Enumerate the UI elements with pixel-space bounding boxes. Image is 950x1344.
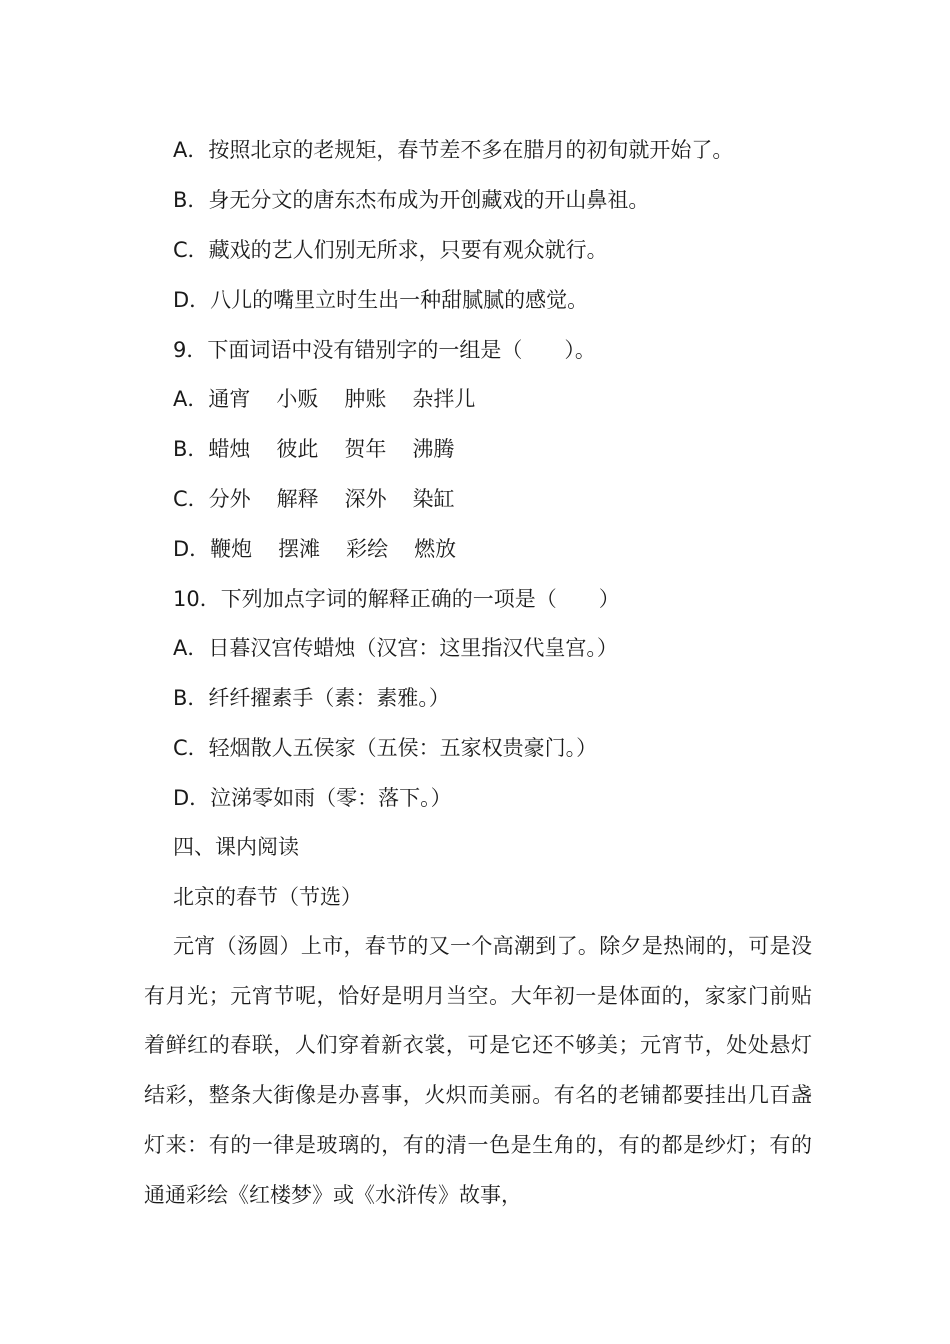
option-word: 彩绘 <box>346 537 389 561</box>
option-word: 彼此 <box>276 437 319 461</box>
q8-option-c: C．藏戏的艺人们别无所求，只要有观众就行。 <box>173 238 608 262</box>
q9-option-a <box>173 384 475 414</box>
q9-option-b <box>173 434 454 464</box>
q8-option-b: B．身无分文的唐东杰布成为开创藏戏的开山鼻祖。 <box>173 188 650 212</box>
option-word: 杂拌儿 <box>412 387 476 411</box>
option-word: 蜡烛 <box>208 437 251 461</box>
option-label: C． <box>173 487 209 511</box>
option-word: 摆滩 <box>278 537 321 561</box>
option-word: 贺年 <box>344 437 387 461</box>
q10-option-d: D．泣涕零如雨（零：落下。） <box>173 786 452 810</box>
option-word: 染缸 <box>412 487 455 511</box>
q9-option-d <box>173 534 456 564</box>
option-word: 分外 <box>208 487 251 511</box>
q10-option-c: C．轻烟散人五侯家（五侯：五家权贵豪门。） <box>173 736 598 760</box>
q9-stem: 9．下面词语中没有错别字的一组是（ ）。 <box>173 338 596 362</box>
q10-option-a: A．日暮汉宫传蜡烛（汉宫：这里指汉代皇宫。） <box>173 636 618 660</box>
option-word: 深外 <box>344 487 387 511</box>
q8-option-a: A．按照北京的老规矩，春节差不多在腊月的初旬就开始了。 <box>173 138 734 162</box>
option-word: 小贩 <box>276 387 319 411</box>
option-word: 肿账 <box>344 387 387 411</box>
passage-text: 元宵（汤圆）上市，春节的又一个高潮到了。除夕是热闹的，可是没有月光；元宵节呢，恰好是明月当空。大年初一是体面的，家家门前贴着鲜红的春联，人们穿着新衣裳，可是它还不够美；元宵节，处处悬灯结彩，整条大街像是办喜事，火炽而美丽。有名的老铺都要挂出几百盏灯来：有的一律是玻璃的，有的清一色是生角的，有的都是纱灯；有的通通彩绘《红楼梦》或《水浒传》故事， <box>144 934 812 1207</box>
q10-stem: 10．下列加点字词的解释正确的一项是（ ） <box>173 587 620 611</box>
option-label: A． <box>173 387 209 411</box>
q8-option-d: D．八儿的嘴里立时生出一种甜腻腻的感觉。 <box>173 288 589 312</box>
passage-title: 北京的春节（节选） <box>173 885 362 909</box>
q10-option-b: B．纤纤擢素手（素：素雅。） <box>173 686 450 710</box>
option-word: 燃放 <box>414 537 457 561</box>
option-word: 解释 <box>276 487 319 511</box>
option-word: 鞭炮 <box>210 537 253 561</box>
option-label: D． <box>173 537 211 561</box>
option-word: 沸腾 <box>412 437 455 461</box>
option-label: B． <box>173 437 209 461</box>
section-heading: 四、课内阅读 <box>173 835 299 859</box>
q9-option-c <box>173 484 455 514</box>
option-word: 通宵 <box>208 387 251 411</box>
